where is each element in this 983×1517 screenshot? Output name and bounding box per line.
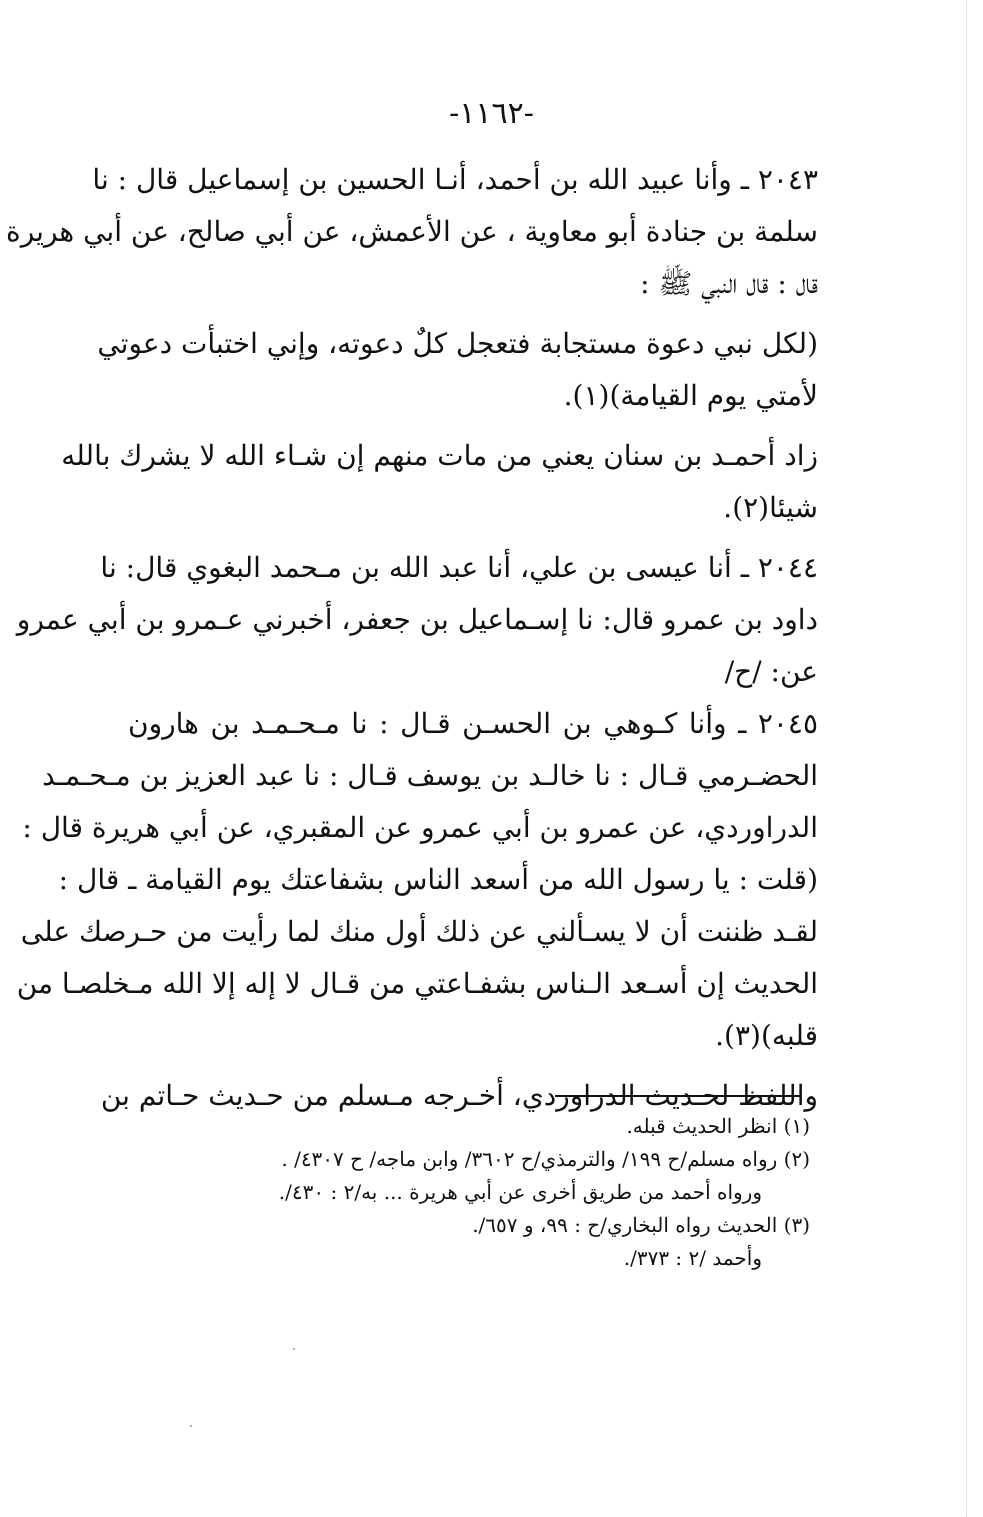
text-line: (قلت : يا رسول الله من أسعد الناس بشفاعتك يوم القيامة ـ قال : xyxy=(58,863,818,896)
text-line: ٢٠٤٥ ـ وأنا كـوهي بن الحسـن قـال : نا مـحـمـد بن هارون xyxy=(128,707,818,740)
text-line: قلبه)(٣). xyxy=(715,1019,818,1052)
text-line: قال : قال النبي ﷺ : xyxy=(640,267,818,300)
scan-speck xyxy=(190,1425,192,1427)
footnote-separator xyxy=(555,1095,801,1097)
text-line: لأمتي يوم القيامة)(١). xyxy=(563,379,818,412)
footnote-continuation: ورواه أحمد من طريق أخرى عن أبي هريرة ... به/٢ : ٤٣٠/. xyxy=(278,1180,762,1204)
text-line: زاد أحمـد بن سنان يعني من مات منهم إن شـاء الله لا يشرك بالله xyxy=(61,439,818,472)
text-line: ٢٠٤٤ ـ أنا عيسى بن علي، أنا عبد الله بن مـحمد البغوي قال: نا xyxy=(100,551,818,584)
text-line: داود بن عمرو قال: نا إسـماعيل بن جعفر، أخبرني عـمرو بن أبي عمرو xyxy=(16,603,818,636)
main-text xyxy=(6,154,818,1122)
text-line: عن: /ح/ xyxy=(724,655,818,688)
text-line: واللفظ لحـديث الدراوردي، أخـرجه مـسلم من حـديث حـاتم بن xyxy=(100,1079,818,1112)
text-line: سلمة بن جنادة أبو معاوية ، عن الأعمش، عن أبي صالح، عن أبي هريرة xyxy=(6,215,818,248)
footnote: (٣) الحديث رواه البخاري/ح : ٩٩، و ٦٥٧/. xyxy=(472,1213,810,1237)
text-line: الحضـرمي قـال : نا خالـد بن يوسف قـال : نا عبد العزيز بن مـحـمـد xyxy=(42,759,818,792)
text-line: شيئا(٢). xyxy=(723,491,818,524)
text-line: الدراوردي، عن عمرو بن أبي عمرو عن المقبري، عن أبي هريرة قال : xyxy=(22,811,818,844)
text-line: الحديث إن أسـعد الـناس بشفـاعتي من قـال لا إله إلا الله مـخلصـا من xyxy=(16,967,818,1000)
text-line: لقـد ظننت أن لا يسـألني عن ذلك أول منك لما رأيت من حـرصك على xyxy=(20,915,818,948)
footnote: (١) انظر الحديث قبله. xyxy=(626,1114,810,1138)
footnote: (٢) رواه مسلم/ح ١٩٩/ والترمذي/ح ٣٦٠٢/ وابن ماجه/ ح ٤٣٠٧/ . xyxy=(281,1147,810,1171)
page-number: -١١٦٢- xyxy=(449,96,534,131)
scan-speck xyxy=(293,1348,295,1350)
text-line: ٢٠٤٣ ـ وأنا عبيد الله بن أحمد، أنـا الحسين بن إسماعيل قال : نا xyxy=(92,163,818,196)
footnotes xyxy=(230,1110,810,1275)
text-line: (لكل نبي دعوة مستجابة فتعجل كلٌ دعوته، وإني اختبأت دعوتي xyxy=(97,327,818,360)
page-edge-line xyxy=(966,0,967,1517)
footnote-continuation: وأحمد /٢ : ٣٧٣/. xyxy=(623,1246,762,1270)
